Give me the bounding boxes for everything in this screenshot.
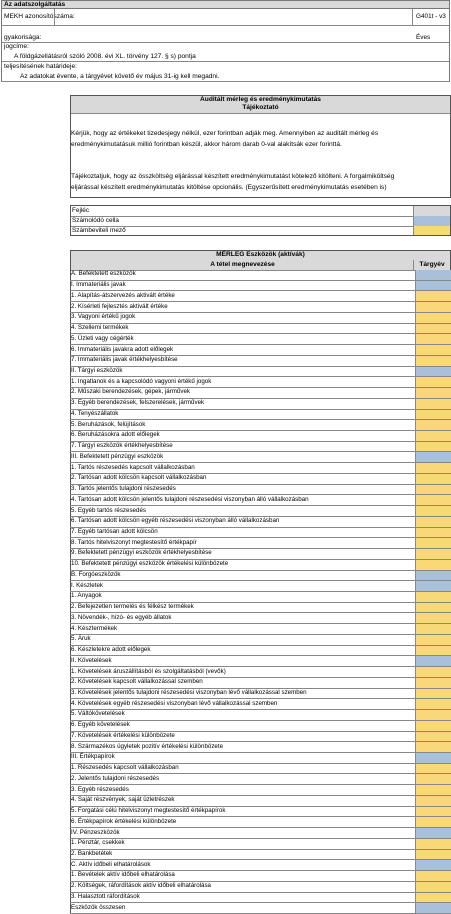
guide-subtitle: Tájékoztató: [242, 104, 279, 111]
input-cell[interactable]: [415, 549, 451, 559]
row-label: 5. Áruk: [71, 635, 91, 643]
table-row: [70, 882, 451, 893]
input-cell[interactable]: [415, 420, 451, 430]
input-cell[interactable]: [415, 495, 451, 505]
row-label: 4. Szellemi termékek: [71, 324, 129, 332]
legend-label-input: Számbeviteli mező: [72, 227, 126, 234]
input-cell[interactable]: [415, 334, 451, 344]
row-label: 2. Tartósan adott kölcsön kapcsolt vállalkozásban: [71, 474, 207, 482]
guide-paragraph-1-line-1: Kérjük, hogy az értékeket tizedesjegy nélkül, ezer forintban adják meg. Amennyiben az auditált mérleg és: [71, 130, 379, 137]
table-row: [70, 613, 451, 624]
input-cell[interactable]: [415, 485, 451, 495]
row-label: B. Forgóeszközök: [71, 570, 121, 578]
row-label: 1. Ingatlanok és a kapcsolódó vagyoni értékű jogok: [71, 377, 212, 385]
table-row: [70, 377, 451, 388]
table-row: [70, 667, 451, 678]
input-cell[interactable]: [415, 388, 451, 398]
row-label: 2. Bankbetétek: [71, 849, 113, 857]
guide-paragraph-2-line-2: eljárással készített eredménykimutatás kitöltése opcionális. (Egyszerűsített eredménykimutatás esetében is): [71, 184, 387, 191]
input-cell[interactable]: [415, 742, 451, 752]
input-cell[interactable]: [415, 474, 451, 484]
table-row: [70, 624, 451, 635]
table-row: [70, 817, 451, 828]
deadline-text: Az adatokat évente, a tárgyévet követő év május 31-ig kell megadni.: [20, 73, 220, 80]
input-cell[interactable]: [415, 302, 451, 312]
input-cell[interactable]: [415, 871, 451, 881]
table-row: [70, 871, 451, 882]
table-row: [70, 410, 451, 421]
guide-title-bar: [71, 96, 450, 114]
input-cell[interactable]: [415, 603, 451, 613]
calculated-cell: [415, 367, 451, 377]
input-cell[interactable]: [415, 431, 451, 441]
row-label: I. Immateriális javak: [71, 281, 126, 289]
table-row: [70, 796, 451, 807]
row-label: 2. Befejezetlen termelés és félkész termékek: [71, 603, 194, 611]
row-label: 3. Halasztott ráfordítások: [71, 892, 140, 900]
table-row: [70, 485, 451, 496]
table-row: [70, 463, 451, 474]
input-cell[interactable]: [415, 774, 451, 784]
calculated-cell: [415, 656, 451, 666]
legal-row: [1, 43, 450, 62]
input-cell[interactable]: [415, 839, 451, 849]
table-row: [70, 893, 451, 904]
table-row: [70, 839, 451, 850]
input-cell[interactable]: [415, 517, 451, 527]
column-header-name: A tétel megnevezése: [210, 261, 275, 268]
input-cell[interactable]: [415, 399, 451, 409]
calculated-cell: [415, 860, 451, 870]
row-label: A. Befektetett eszközök: [71, 270, 136, 278]
row-label: I. Készletek: [71, 581, 103, 589]
row-label: III. Értékpapírok: [71, 753, 115, 761]
table-row: [70, 367, 451, 378]
row-label: 3. Tartós jelentős tulajdoni részesedés: [71, 485, 176, 493]
row-label: 1. Tartós részesedés kapcsolt vállalkozásban: [71, 463, 195, 471]
row-label: 5. Forgatási célú hitelviszonyt megtestesítő értékpapírok: [71, 807, 226, 815]
row-label: 6. Készletekre adott előlegek: [71, 646, 151, 654]
row-label: 8. Tartós hitelviszonyt megtestesítő értékpapír: [71, 538, 197, 546]
input-cell[interactable]: [415, 592, 451, 602]
row-label: Eszközök összesen: [71, 903, 126, 911]
input-cell[interactable]: [415, 893, 451, 903]
table-row: [70, 860, 451, 871]
row-label: 10. Befektetett pénzügyi eszközök értékelési különbözete: [71, 560, 229, 568]
table-row: [70, 571, 451, 582]
row-label: C. Aktív időbeli elhatárolások: [71, 860, 151, 868]
table-row: [70, 850, 451, 861]
table-row: [70, 678, 451, 689]
input-cell[interactable]: [415, 324, 451, 334]
calculated-cell: [415, 753, 451, 763]
legal-label: jogcíme:: [4, 43, 29, 50]
input-cell[interactable]: [415, 560, 451, 570]
table-row: [70, 538, 451, 549]
header-title-bar: [1, 0, 450, 9]
row-label: 4. Késztermékek: [71, 624, 118, 632]
input-cell[interactable]: [415, 528, 451, 538]
legend-row-input: [71, 226, 450, 235]
table-row: [70, 699, 451, 710]
calculated-cell: [415, 828, 451, 838]
input-cell[interactable]: [415, 689, 451, 699]
table-row: [70, 452, 451, 463]
row-label: 7. Tárgyi eszközök értékhelyesbítése: [71, 442, 173, 450]
row-label: 6. Immateriális javakra adott előlegek: [71, 345, 174, 353]
input-cell[interactable]: [415, 442, 451, 452]
row-label: 4. Tenyészállatok: [71, 409, 119, 417]
input-cell[interactable]: [415, 732, 451, 742]
calculated-cell: [415, 270, 451, 280]
input-cell[interactable]: [415, 678, 451, 688]
input-cell[interactable]: [415, 710, 451, 720]
table-row: [70, 345, 451, 356]
table-row: [70, 420, 451, 431]
row-label: 1. Követelések áruszállításból és szolgáltatásból (vevők): [71, 667, 226, 675]
table-row: [70, 656, 451, 667]
table-row: [70, 549, 451, 560]
row-label: 3. Egyéb részesedés: [71, 785, 129, 793]
input-cell[interactable]: [415, 410, 451, 420]
table-row: [70, 785, 451, 796]
table-row: [70, 689, 451, 700]
table-row: [70, 560, 451, 571]
table-row: [70, 356, 451, 367]
table-row: [70, 291, 451, 302]
input-cell[interactable]: [415, 764, 451, 774]
table-row: [70, 581, 451, 592]
table-row: [70, 774, 451, 785]
input-cell[interactable]: [415, 613, 451, 623]
frequency-row: [1, 26, 450, 43]
table-row: [70, 903, 451, 914]
table-row: [70, 313, 451, 324]
row-label: 3. Növendék-, hízó- és egyéb állatok: [71, 613, 172, 621]
input-cell[interactable]: [415, 356, 451, 366]
table-row: [70, 710, 451, 721]
input-cell[interactable]: [415, 699, 451, 709]
row-label: 4. Saját részvények, saját üzletrészek: [71, 796, 175, 804]
calculated-cell: [415, 571, 451, 581]
row-label: 6. Egyéb követelések: [71, 721, 130, 729]
table-row: [70, 302, 451, 313]
row-label: 2. Műszaki berendezések, gépek, járművek: [71, 388, 190, 396]
legend-swatch-calculated: [413, 216, 450, 226]
row-label: 1. Alapítás-átszervezés aktivált értéke: [71, 291, 175, 299]
row-label: 6. Értékpapírok értékelési különbözete: [71, 817, 177, 825]
table-row: [70, 753, 451, 764]
table-row: [70, 517, 451, 528]
input-cell[interactable]: [415, 807, 451, 817]
legend-label-header: Fejléc: [72, 207, 90, 214]
table-row: [70, 388, 451, 399]
calculated-cell: [415, 581, 451, 591]
table-row: [70, 742, 451, 753]
table-row: [70, 431, 451, 442]
row-label: 9. Befektetett pénzügyi eszközök értékhelyesbítése: [71, 549, 212, 557]
table-row: [70, 281, 451, 292]
row-label: 2. Kísérleti fejlesztés aktivált értéke: [71, 302, 168, 310]
guide-paragraph-2-line-1: Tájékoztatjuk, hogy az összköltség eljárással készített eredménykimutatást kötelező kitölteni. A forgalmiköltség: [71, 173, 395, 180]
table-row: [70, 528, 451, 539]
table-row: [70, 474, 451, 485]
input-cell[interactable]: [415, 667, 451, 677]
column-header-year: Tárgyév: [419, 261, 445, 268]
row-label: 5. Váltókövetelések: [71, 710, 125, 718]
table-row: [70, 324, 451, 335]
guide-paragraph-1-line-2: eredménykimutatásuk millió forintban készül, akkor három darab 0-val alakítsák ezer forinttá.: [71, 141, 342, 148]
row-label: 2. Költségek, ráfordítások aktív időbeli elhatárolása: [71, 882, 211, 890]
table-title: MÉRLEG Eszközök (aktívák): [216, 251, 305, 258]
input-cell[interactable]: [415, 624, 451, 634]
row-label: 3. Egyéb berendezések, felszerelések, járművek: [71, 399, 205, 407]
legend-swatch-input: [413, 226, 450, 235]
input-cell[interactable]: [415, 850, 451, 860]
guide-title: Auditált mérleg és eredménykimutatás: [200, 96, 321, 103]
frequency-label: gyakorisága:: [4, 34, 42, 41]
column-header-year-cell: [413, 260, 450, 270]
row-label: 4. Tartósan adott kölcsön jelentős tulajdoni részesedési viszonyban álló vállalkozásban: [71, 495, 309, 503]
table-row: [70, 721, 451, 732]
form-code: G401t - v3: [416, 13, 446, 20]
row-label: 7. Immateriális javak értékhelyesbítése: [71, 356, 178, 364]
row-label: 3. Vagyoni értékű jogok: [71, 313, 136, 321]
deadline-row: [1, 62, 450, 82]
calculated-cell: [415, 452, 451, 462]
input-cell[interactable]: [415, 538, 451, 548]
row-label: 6. Beruházásokra adott előlegek: [71, 431, 160, 439]
mekh-label: MEKH azonosítószáma:: [4, 13, 75, 20]
row-label: III. Befektetett pénzügyi eszközök: [71, 452, 164, 460]
row-label: 5. Egyéb tartós részesedés: [71, 506, 146, 514]
row-label: II. Tárgyi eszközök: [71, 366, 123, 374]
calculated-cell: [415, 281, 451, 291]
input-cell[interactable]: [415, 796, 451, 806]
table-row: [70, 732, 451, 743]
input-cell[interactable]: [415, 313, 451, 323]
mekh-id-field[interactable]: [54, 9, 413, 25]
table-row: [70, 646, 451, 657]
row-label: IV. Pénzeszközök: [71, 828, 120, 836]
input-cell[interactable]: [415, 785, 451, 795]
table-row: [70, 828, 451, 839]
row-label: 7. Követelések értékelési különbözete: [71, 731, 175, 739]
input-cell[interactable]: [415, 345, 451, 355]
row-label: 1. Részesedés kapcsolt vállalkozásban: [71, 764, 179, 772]
input-cell[interactable]: [415, 377, 451, 387]
table-row: [70, 334, 451, 345]
table-row: [70, 442, 451, 453]
row-label: 1. Anyagok: [71, 592, 102, 600]
input-cell[interactable]: [415, 291, 451, 301]
table-row: [70, 764, 451, 775]
row-label: 8. Származékos ügyletek pozitív értékelési különbözete: [71, 742, 224, 750]
row-label: 4. Követelések egyéb részesedési viszonyban lévő vállalkozással szemben: [71, 699, 278, 707]
table-row: [70, 399, 451, 410]
input-cell[interactable]: [415, 646, 451, 656]
row-label: 2. Jelentős tulajdoni részesedés: [71, 774, 160, 782]
row-label: 1. Bevételek aktív időbeli elhatárolása: [71, 871, 175, 879]
row-label: 1. Pénztár, csekkek: [71, 839, 125, 847]
input-cell[interactable]: [415, 635, 451, 645]
deadline-label: teljesítésének határideje:: [4, 63, 77, 70]
row-label: 5. Beruházások, felújítások: [71, 420, 146, 428]
input-cell[interactable]: [415, 506, 451, 516]
input-cell[interactable]: [415, 817, 451, 827]
legend-swatch-header: [413, 206, 450, 216]
input-cell[interactable]: [415, 882, 451, 892]
table-row: [70, 270, 451, 281]
row-label: 3. Követelések jelentős tulajdoni részesedési viszonyban lévő vállalkozással szemben: [71, 688, 307, 696]
table-row: [70, 807, 451, 818]
row-label: II. Követelések: [71, 656, 112, 664]
table-row: [70, 592, 451, 603]
table-row: [70, 603, 451, 614]
table-row: [70, 495, 451, 506]
frequency-value: Éves: [416, 34, 431, 41]
table-row: [70, 635, 451, 646]
legend-label-calculated: Számolódó cella: [72, 217, 119, 224]
input-cell[interactable]: [415, 463, 451, 473]
row-label: 7. Egyéb tartósan adott kölcsön: [71, 527, 158, 535]
legal-text: A földgázellátásról szóló 2008. évi XL. törvény 127. § s) pontja: [14, 53, 196, 60]
header-title: Az adatszolgáltatás: [4, 1, 66, 8]
row-label: 6. Tartósan adott kölcsön egyéb részesedési viszonyban álló vállalkozásban: [71, 517, 280, 525]
row-label: 2. Követelések kapcsolt vállalkozással szemben: [71, 678, 203, 686]
mekh-row: [1, 9, 450, 26]
calculated-cell: [415, 903, 451, 913]
row-label: 5. Üzleti vagy cégérték: [71, 334, 134, 342]
input-cell[interactable]: [415, 721, 451, 731]
table-row: [70, 506, 451, 517]
